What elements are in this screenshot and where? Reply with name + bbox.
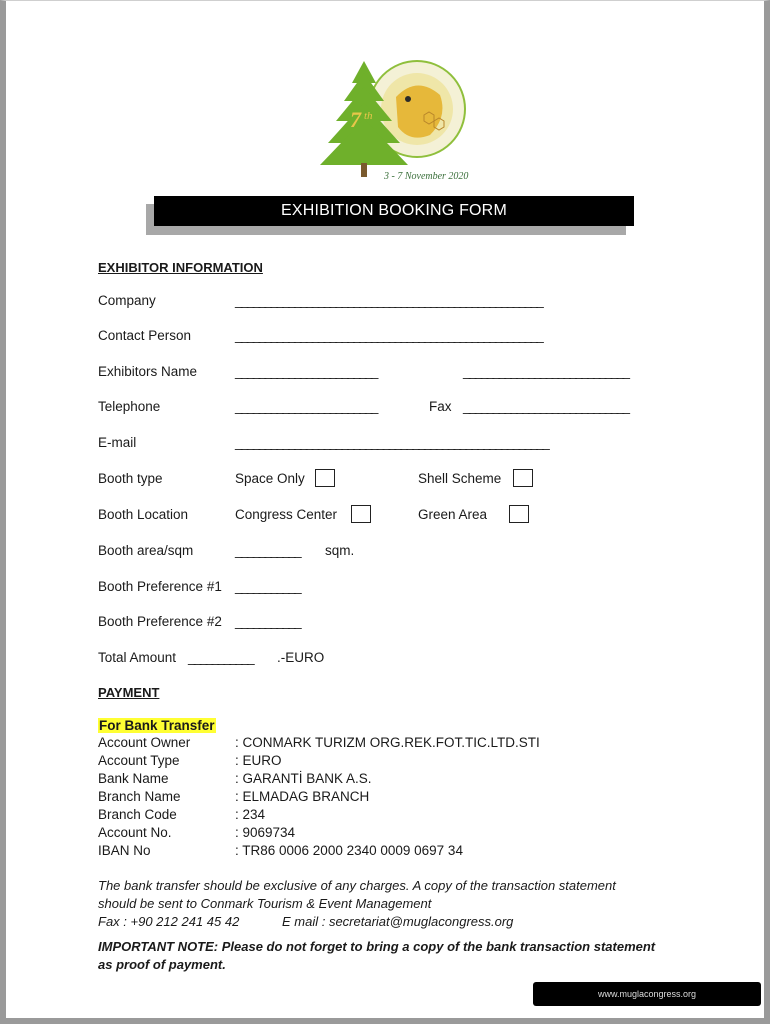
- booth-area-field[interactable]: ___________: [235, 543, 300, 558]
- green-area-label: Green Area: [418, 507, 488, 522]
- total-amount-label: Total Amount: [98, 650, 177, 665]
- booth-location-label: Booth Location: [98, 507, 189, 522]
- shell-scheme-checkbox[interactable]: [513, 469, 533, 487]
- contact-person-field[interactable]: ____________________________________________________: [235, 328, 543, 343]
- bank-label-3: Branch Name: [98, 789, 181, 804]
- bank-value-2: : GARANTİ BANK A.S.: [235, 771, 372, 786]
- booth-pref2-field[interactable]: ___________: [235, 614, 300, 629]
- booth-type-label: Booth type: [98, 471, 163, 486]
- exhibitor-section-heading: EXHIBITOR INFORMATION: [98, 260, 263, 275]
- sqm-unit: sqm.: [325, 543, 355, 558]
- congress-date: 3 - 7 November 2020: [384, 171, 469, 182]
- footer-url[interactable]: www.muglacongress.org: [533, 982, 761, 1006]
- important-note-line1: IMPORTANT NOTE: Please do not forget to bring a copy of the bank transaction statement: [98, 939, 656, 954]
- booth-pref1-label: Booth Preference #1: [98, 579, 222, 594]
- total-amount-field[interactable]: ___________: [188, 650, 253, 665]
- space-only-label: Space Only: [235, 471, 305, 486]
- bank-label-5: Account No.: [98, 825, 172, 840]
- congress-logo: [312, 57, 472, 187]
- bank-value-0: : CONMARK TURIZM ORG.REK.FOT.TIC.LTD.STI: [235, 735, 540, 750]
- important-note-line2: as proof of payment.: [98, 957, 226, 972]
- svg-text:7: 7: [350, 107, 361, 132]
- bank-value-1: : EURO: [235, 753, 282, 768]
- telephone-field[interactable]: ________________________: [235, 399, 377, 414]
- bank-label-1: Account Type: [98, 753, 180, 768]
- form-title: EXHIBITION BOOKING FORM: [154, 196, 634, 226]
- euro-suffix: .-EURO: [277, 650, 325, 665]
- exhibitors-name-field-2[interactable]: ____________________________: [463, 364, 629, 379]
- transfer-note-line2: should be sent to Conmark Tourism & Event Management: [98, 896, 432, 911]
- congress-center-label: Congress Center: [235, 507, 338, 522]
- company-label: Company: [98, 293, 156, 308]
- svg-text:th: th: [364, 110, 373, 122]
- booth-area-label: Booth area/sqm: [98, 543, 194, 558]
- booth-pref2-label: Booth Preference #2: [98, 614, 222, 629]
- bank-transfer-heading: [98, 717, 216, 735]
- congress-center-checkbox[interactable]: [351, 505, 371, 523]
- bank-value-3: : ELMADAG BRANCH: [235, 789, 370, 804]
- bank-label-2: Bank Name: [98, 771, 169, 786]
- transfer-note-line1: The bank transfer should be exclusive of any charges. A copy of the transaction statement: [98, 878, 616, 893]
- email-field[interactable]: _____________________________________________________: [235, 435, 549, 450]
- bank-value-6: : TR86 0006 2000 2340 0009 0697 34: [235, 843, 463, 858]
- transfer-note-fax: Fax : +90 212 241 45 42: [98, 914, 240, 929]
- exhibitors-name-field-1[interactable]: ________________________: [235, 364, 377, 379]
- telephone-label: Telephone: [98, 399, 161, 414]
- email-label: E-mail: [98, 435, 137, 450]
- fax-field[interactable]: ____________________________: [463, 399, 629, 414]
- exhibitors-name-label: Exhibitors Name: [98, 364, 198, 379]
- space-only-checkbox[interactable]: [315, 469, 335, 487]
- bank-value-4: : 234: [235, 807, 266, 822]
- bank-label-6: IBAN No: [98, 843, 151, 858]
- payment-section-heading: PAYMENT: [98, 685, 160, 700]
- bank-label-0: Account Owner: [98, 735, 191, 750]
- booth-pref1-field[interactable]: ___________: [235, 579, 300, 594]
- green-area-checkbox[interactable]: [509, 505, 529, 523]
- shell-scheme-label: Shell Scheme: [418, 471, 502, 486]
- contact-person-label: Contact Person: [98, 328, 192, 343]
- bank-label-4: Branch Code: [98, 807, 177, 822]
- company-field[interactable]: ____________________________________________________: [235, 293, 543, 308]
- transfer-note-email: E mail : secretariat@muglacongress.org: [282, 914, 514, 929]
- bank-transfer-highlight: For Bank Transfer: [99, 718, 215, 733]
- fax-label: Fax: [429, 399, 452, 414]
- bank-value-5: : 9069734: [235, 825, 296, 840]
